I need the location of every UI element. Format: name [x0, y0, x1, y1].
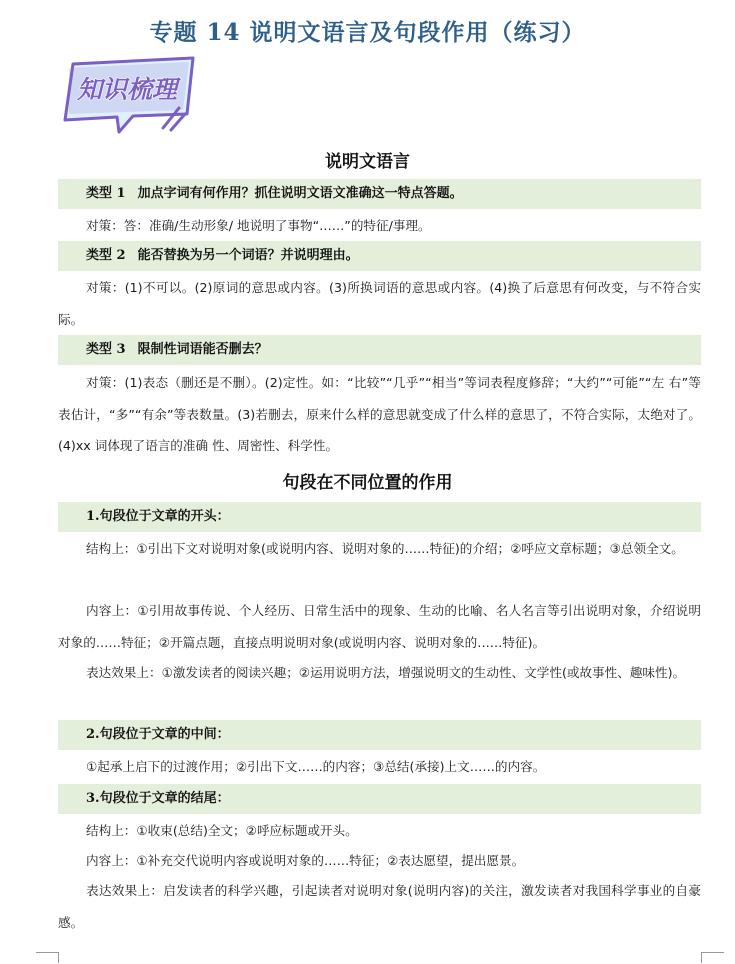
- type2-question: 能否替换为另一个词语？并说明理由。: [137, 248, 359, 263]
- page-corner-mark-right: [701, 952, 724, 963]
- part3-band: [58, 784, 701, 814]
- type2-band: [58, 241, 701, 271]
- section-heading-language: 说明文语言: [325, 152, 410, 172]
- type1-band: [58, 179, 701, 209]
- type1-answer: 对策：答：准确/生动形象/ 地说明了事物“……”的特征/事理。: [86, 218, 431, 233]
- part1-band: [58, 502, 701, 532]
- part2-text: ①起承上启下的过渡作用；②引出下文……的内容；③总结(承接)上文……的内容。: [86, 759, 546, 774]
- document-title: 专题 14 说明文语言及句段作用（练习）: [149, 19, 586, 46]
- svg-text:知识梳理: 知识梳理: [76, 75, 178, 104]
- type1-question: 加点字词有何作用？抓住说明文语文准确这一特点答题。: [137, 186, 463, 201]
- type3-question: 限制性词语能否删去？: [137, 342, 268, 357]
- type1-tag: 类型 1: [86, 186, 126, 201]
- page-corner-mark-left: [36, 952, 59, 963]
- part1-label: 1.句段位于文章的开头：: [86, 509, 230, 524]
- type3-answer: 对策：(1)表态（删还是不删）。(2)定性。如：“比较”“几乎”“相当”等词表程度修辞；“大约”“可能”“左 右”等表估计，“多”“有余”等表数量。(3)若删去，原来什么样的意思就变成了什么样的意思了，不符合实际，太绝对了。(4)xx 词体现了语言的准确 性、周密性、科学性。: [58, 375, 701, 453]
- part2-band: [58, 720, 701, 750]
- part3-structure: 结构上：①收束(总结)全文；②呼应标题或开头。: [86, 823, 358, 838]
- type2-answer: 对策：(1)不可以。(2)原词的意思或内容。(3)所换词语的意思或内容。(4)换了后意思有何改变，与不符合实际。: [58, 280, 701, 327]
- part1-structure: 结构上：①引出下文对说明对象(或说明内容、说明对象的……特征)的介绍；②呼应文章标题；③总领全文。: [86, 541, 684, 556]
- section-heading-positions: 句段在不同位置的作用: [282, 473, 453, 493]
- part3-effect: 表达效果上：启发读者的科学兴趣，引起读者对说明对象(说明内容)的关注，激发读者对我国科学事业的自豪感。: [58, 883, 701, 930]
- part1-content: 内容上：①引用故事传说、个人经历、日常生活中的现象、生动的比喻、名人名言等引出说明对象，介绍说明对象的……特征；②开篇点题，直接点明说明对象(或说明内容、说明对象的……特征)。: [58, 603, 701, 650]
- type3-tag: 类型 3: [86, 342, 126, 357]
- part2-label: 2.句段位于文章的中间：: [86, 727, 230, 742]
- type3-band: [58, 335, 701, 365]
- part1-effect: 表达效果上：①激发读者的阅读兴趣；②运用说明方法，增强说明文的生动性、文学性(或故事性、趣味性)。: [86, 665, 686, 680]
- part3-content: 内容上：①补充交代说明内容或说明对象的……特征；②表达愿望，提出愿景。: [86, 853, 525, 868]
- knowledge-badge-logo: [55, 54, 203, 136]
- type2-tag: 类型 2: [86, 248, 126, 263]
- part3-label: 3.句段位于文章的结尾：: [86, 791, 230, 806]
